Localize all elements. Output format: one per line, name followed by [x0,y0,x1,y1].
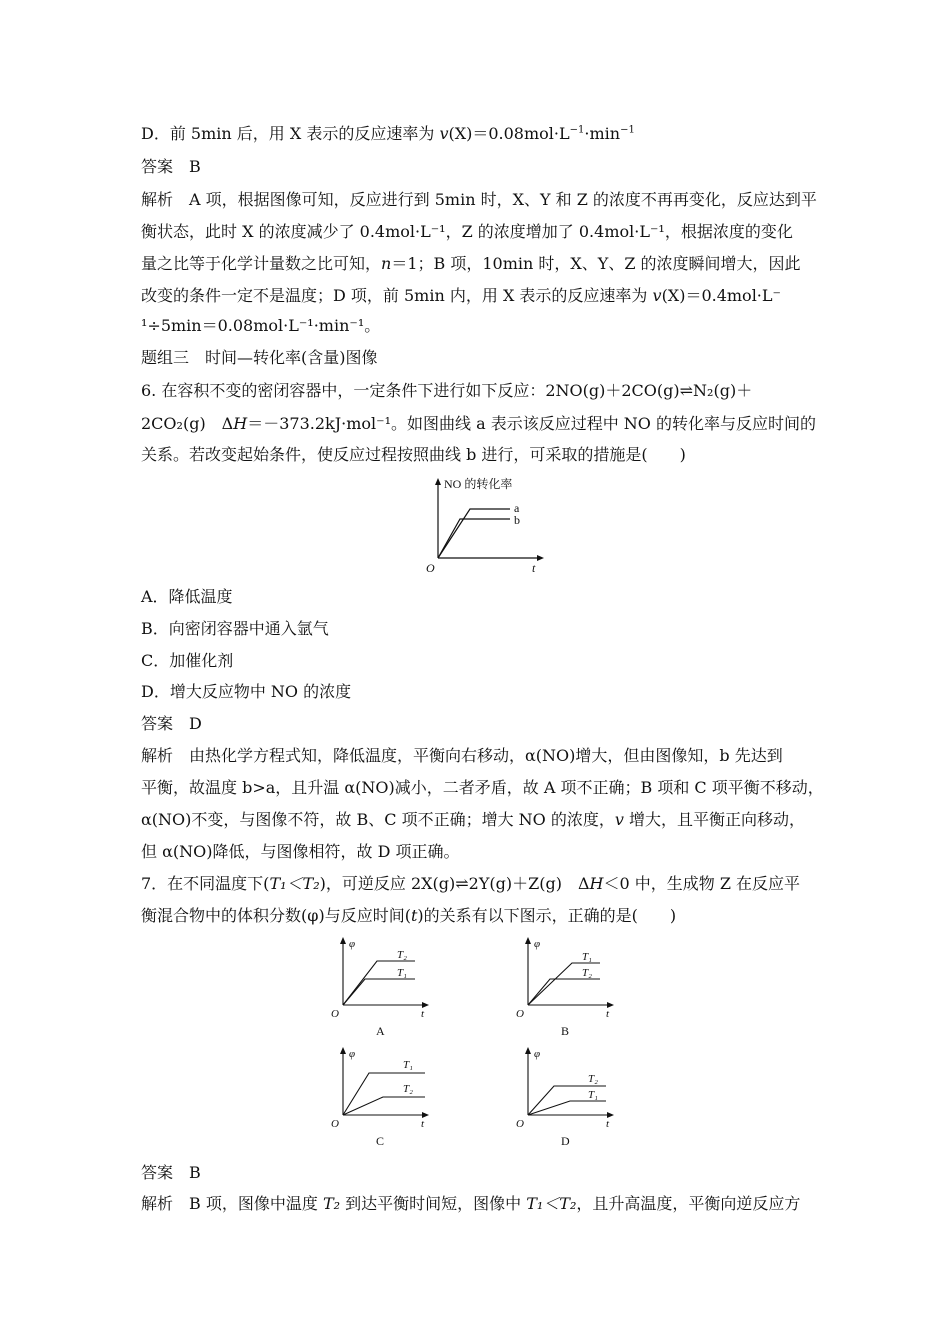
x-label: t [606,1008,610,1020]
answer-7: 答案 B [141,1163,201,1182]
question-6-line-2 [141,414,816,434]
x-label: t [421,1008,425,1020]
option-d: D．增大反应物中 NO 的浓度 [141,682,352,701]
option-c: C．加催化剂 [141,651,234,670]
explanation-5-line-3 [141,254,801,274]
figure-7-c [325,1045,435,1130]
text: ·min [584,124,621,143]
x-label: t [532,561,536,575]
figure-7-d [510,1045,620,1130]
explanation-6-line-3 [141,810,805,830]
text: 量之比等于化学计量数之比可知， [141,254,382,273]
figure-7-b [510,935,620,1020]
explanation-5-line-1: 解析 A 项，根据图像可知，反应进行到 5min 时，X、Y 和 Z 的浓度不再再变化，反应达到平 [141,190,817,209]
t2-label: T₂ [397,949,407,961]
y-label: φ [534,1048,541,1060]
y-arrow [340,1047,346,1054]
text: T₂ [322,1194,341,1213]
y-arrow [340,937,346,944]
text: )的关系有以下图示，正确的是( ) [417,906,677,925]
caption-a: A [376,1024,385,1038]
curve-t1 [343,979,415,1005]
text: 2CO₂(g) Δ [141,414,234,433]
text: 改变的条件一定不是温度；D 项，前 5min 内，用 X 表示的反应速率为 [141,286,653,305]
curve-t2 [343,1097,425,1115]
option-a: A．降低温度 [141,587,233,606]
curve-t2 [528,979,600,1005]
explanation-5-line-5: ¹÷5min＝0.08mol·L⁻¹·min⁻¹。 [141,316,381,335]
origin-label: O [331,1008,339,1020]
text: H [233,414,248,433]
text: H [589,874,604,893]
y-label: φ [349,1048,356,1060]
origin-label: O [426,561,435,575]
section-heading: 题组三 时间—转化率(含量)图像 [141,348,378,367]
x-label: t [606,1118,610,1130]
text: t [410,906,418,925]
t1-label: T₁ [582,951,592,963]
question-7-line-1 [141,874,800,894]
y-arrow [525,1047,531,1054]
caption-b: B [561,1024,570,1038]
option-d-prev [141,124,635,144]
curve-a [438,509,510,558]
text: ＜0 中，生成物 Z 在反应平 [603,874,801,893]
y-label: φ [349,938,356,950]
y-label: φ [534,938,541,950]
explanation-6-line-4: 但 α(NO)降低，与图像相符，故 D 项正确。 [141,842,460,861]
origin-label: O [516,1008,524,1020]
text: ，且升高温度，平衡向逆反应方 [576,1194,801,1213]
question-6-line-1: 6. 在容积不变的密闭容器中，一定条件下进行如下反应：2NO(g)＋2CO(g)⇌N₂(g)＋ [141,381,753,400]
text: 增大，且平衡正向移动， [623,810,806,829]
text: (X)＝0.4mol·L⁻ [661,286,781,305]
explanation-6-line-1: 解析 由热化学方程式知，降低温度，平衡向右移动，α(NO)增大，但由图像知，b 先达到 [141,746,783,765]
t1-label: T₁ [403,1059,413,1071]
text: T₁＜T₂ [526,1194,577,1213]
caption-c: C [376,1134,385,1148]
explanation-6-line-2: 平衡，故温度 b>a，且升温 α(NO)减小，二者矛盾，故 A 项不正确；B 项和 C 项平衡不移动， [141,778,824,797]
question-6-line-3: 关系。若改变起始条件，使反应过程按照曲线 b 进行，可采取的措施是( ) [141,445,686,464]
text: v [439,124,449,143]
t1-label: T₁ [588,1089,598,1101]
text: α(NO)不变，与图像不符，故 B、C 项不正确；增大 NO 的浓度， [141,810,615,829]
curve-t1 [528,1101,606,1115]
answer-6: 答案 D [141,714,202,733]
text: 解析 B 项，图像中温度 [141,1194,323,1213]
text: D．前 5min 后，用 X 表示的反应速率为 [141,124,440,143]
text: T₁＜T₂ [269,874,320,893]
text: −1 [620,124,635,136]
text: ＝1；B 项，10min 时，X、Y、Z 的浓度瞬间增大，因此 [391,254,801,273]
x-arrow [537,555,544,561]
text: )，可逆反应 2X(g)⇌2Y(g)＋Z(g) Δ [319,874,590,893]
t1-label: T₁ [397,967,407,979]
y-label: NO 的转化率 [444,477,513,491]
t2-label: T₂ [403,1083,413,1095]
explanation-5-line-4 [141,286,781,306]
text: n [381,254,392,273]
origin-label: O [331,1118,339,1130]
text: v [614,810,624,829]
text: 到达平衡时间短，图像中 [340,1194,527,1213]
option-b: B．向密闭容器中通入氩气 [141,619,329,638]
text: v [652,286,662,305]
text: (X)＝0.08mol·L [448,124,570,143]
text: −1 [569,124,585,136]
text: 衡混合物中的体积分数(φ)与反应时间( [141,906,411,925]
figure-7-a [325,935,435,1020]
curve-b [438,519,510,558]
x-label: t [421,1118,425,1130]
curve-a-label: a [514,501,520,515]
explanation-7-line-1 [141,1194,800,1214]
origin-label: O [516,1118,524,1130]
answer-5: 答案 B [141,157,201,176]
t2-label: T₂ [588,1073,598,1085]
text: ＝－373.2kJ·mol⁻¹。如图曲线 a 表示该反应过程中 NO 的转化率与反应时间的 [247,414,816,433]
caption-d: D [561,1134,570,1148]
explanation-5-line-2: 衡状态，此时 X 的浓度减少了 0.4mol·L⁻¹，Z 的浓度增加了 0.4mol·L⁻¹，根据浓度的变化 [141,222,793,241]
curve-b-label: b [514,513,520,527]
question-7-line-2 [141,906,676,926]
t2-label: T₂ [582,967,592,979]
y-arrow [435,478,441,485]
figure-6 [420,476,550,576]
text: 7．在不同温度下( [141,874,270,893]
y-arrow [525,937,531,944]
